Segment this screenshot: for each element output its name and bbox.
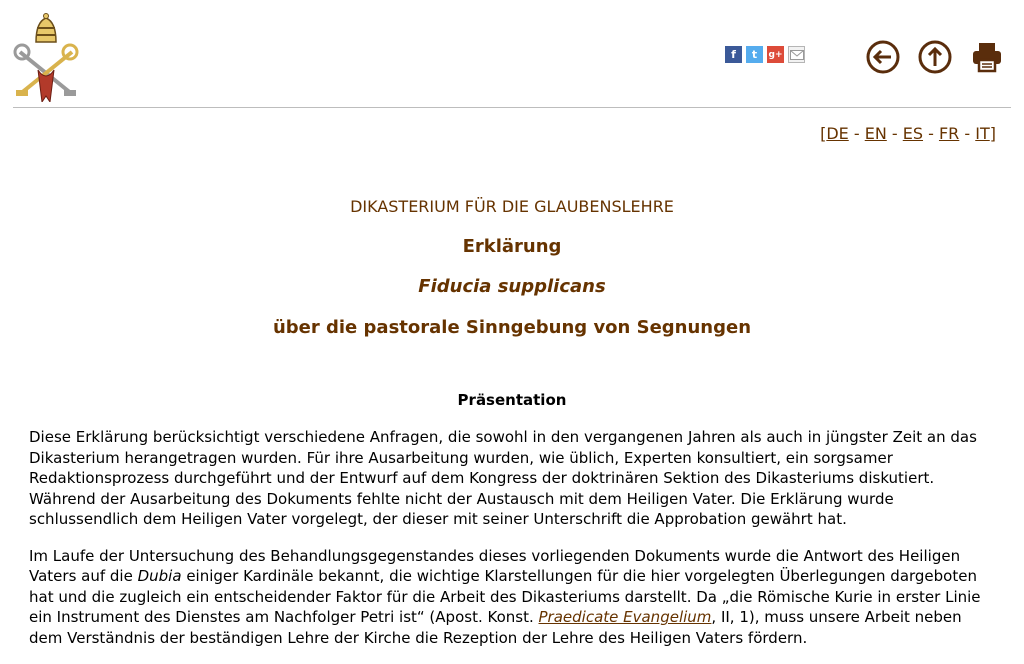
papal-coat-of-arms-icon[interactable] bbox=[10, 12, 82, 102]
lang-separator: - bbox=[959, 124, 976, 143]
lang-link-fr[interactable]: FR bbox=[938, 124, 960, 143]
lang-separator: - bbox=[886, 124, 903, 143]
document-title-2: über die pastorale Sinngebung von Segnungen bbox=[272, 317, 752, 338]
praedicate-evangelium-link[interactable]: Praedicate Evangelium bbox=[538, 608, 712, 626]
paragraph-1: Diese Erklärung berücksichtigt verschiedene Anfragen, die sowohl in den vergangenen Jahren als auch in jüngster Zeit an das Dikasterium herangetragen wurden. Für ihre Ausarbeitung wurden, wie üblich, Experten konsultiert, ein sorgsamer Redaktionsprozess durchgeführt und der Entwurf auf dem Kongress der doktrinären Sektion des Dikasteriums diskutiert. Während der Ausarbeitung des Dokuments fehlte nicht der Austausch mit dem Heiligen Vater. Die Erklärung wurde schlussendlich dem Heiligen Vater vorgelegt, der dieser mit seiner Unterschrift die Approbation gewährt hat. bbox=[29, 428, 977, 528]
social-share-bar bbox=[725, 46, 805, 63]
dubia-term: Dubia bbox=[137, 567, 182, 585]
lang-bracket-close: ] bbox=[989, 124, 996, 143]
document-body bbox=[29, 427, 993, 664]
paragraph-2-part-b: einiger Kardinäle bekannt, die wichtige Klarstellungen für die hier vorgelegten Überlegungen dargeboten hat und die zugleich ein entscheidender Faktor für die Arbeit des Dikasteriums darstellt. Da „die Römische Kurie in erster Linie ein Instrument des Dienstes am Nachfolger Petri ist“ (Apost. Konst. bbox=[29, 567, 981, 626]
lang-link-it[interactable]: IT bbox=[975, 124, 990, 143]
up-arrow-icon[interactable] bbox=[918, 40, 952, 74]
paragraph-2-part-a: Im Laufe der Untersuchung des Behandlungsgegenstandes dieses vorliegenden Dokuments wurde die Antwort des Heiligen Vaters auf die bbox=[29, 546, 961, 585]
paragraph-2-part-c: , II, 1), muss unsere Arbeit neben dem Verständnis der beständigen Lehre der Kirche die Rezeption der Lehre des Heiligen Vaters fördern. bbox=[29, 608, 962, 647]
lang-link-es[interactable]: ES bbox=[902, 124, 924, 143]
section-heading: Präsentation bbox=[457, 391, 567, 409]
header-divider bbox=[13, 107, 1011, 108]
document-subtitle: Fiducia supplicans bbox=[418, 276, 606, 297]
page-header bbox=[0, 0, 1024, 108]
back-arrow-icon[interactable] bbox=[866, 40, 900, 74]
facebook-icon[interactable]: f bbox=[725, 46, 742, 63]
lang-bracket-open: [ bbox=[820, 124, 827, 143]
lang-separator: - bbox=[923, 124, 939, 143]
twitter-icon[interactable]: t bbox=[746, 46, 763, 63]
email-icon[interactable] bbox=[788, 46, 805, 63]
google-plus-icon[interactable]: g+ bbox=[767, 46, 784, 63]
print-icon[interactable] bbox=[970, 40, 1004, 74]
document-title: Erklärung bbox=[462, 236, 562, 257]
lang-link-de[interactable]: DE bbox=[826, 124, 849, 143]
lang-separator: - bbox=[848, 124, 865, 143]
department-name: DIKASTERIUM FÜR DIE GLAUBENSLEHRE bbox=[350, 197, 674, 216]
lang-link-en[interactable]: EN bbox=[864, 124, 887, 143]
page-nav-icons bbox=[866, 40, 1004, 74]
language-switcher bbox=[820, 124, 996, 143]
paragraph-2 bbox=[29, 546, 993, 649]
